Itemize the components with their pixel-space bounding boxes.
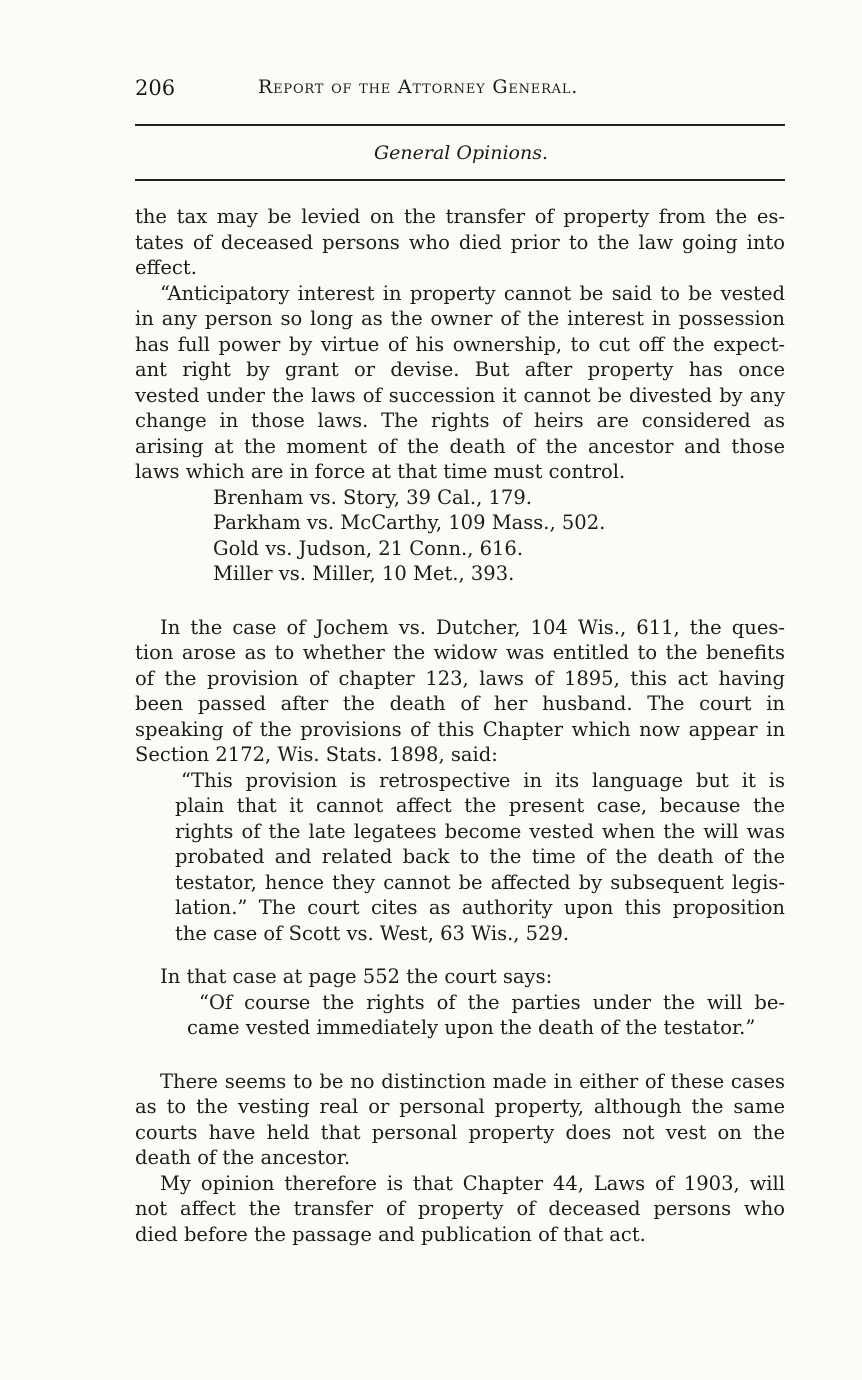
text-line: My opinion therefore is that Chapter 44, Laws of 1903, will [160, 1171, 785, 1195]
paragraph-continuation [135, 204, 785, 281]
text-line: plain that it cannot affect the present case, because the [175, 794, 785, 817]
text-line: the tax may be levied on the transfer of property from the es- [135, 205, 785, 228]
text-line: in any person so long as the owner of the interest in possession [135, 307, 785, 330]
header-rule-bottom [135, 179, 785, 181]
text-line: tion arose as to whether the widow was entitled to the benefits [135, 641, 785, 664]
text-line: as to the vesting real or personal property, although the same [135, 1095, 785, 1118]
citation: Brenham vs. Story, 39 Cal., 179. [213, 485, 532, 509]
block-quote-jochem [135, 768, 785, 947]
text-line: came vested immediately upon the death of the testator.” [187, 1016, 756, 1039]
text-line: Section 2172, Wis. Stats. 1898, said: [135, 743, 498, 766]
text-line: arising at the moment of the death of the ancestor and those [135, 434, 785, 458]
section-title: General Opinions. [373, 142, 549, 164]
text-line: tates of deceased persons who died prior to the law going into [135, 230, 785, 254]
text-line: courts have held that personal property does not vest on the [135, 1120, 785, 1144]
text-line: testator, hence they cannot be affected by subsequent legis- [175, 870, 785, 894]
paragraph-opinion [135, 1171, 785, 1248]
text-line: effect. [135, 256, 197, 279]
text-line: vested under the laws of succession it cannot be divested by any [135, 383, 785, 407]
text-line: “This provision is retrospective in its language but it is [181, 768, 785, 792]
page-body [135, 204, 785, 1247]
text-line: rights of the late legatees become vested when the will was [175, 819, 785, 843]
text-line: been passed after the death of her husband. The court in [135, 692, 785, 715]
text-line: “Anticipatory interest in property cannot be said to be vested [160, 281, 785, 305]
citation: Gold vs. Judson, 21 Conn., 616. [213, 536, 524, 560]
text-line: has full power by virtue of his ownership, to cut off the expect- [135, 332, 785, 356]
header-rule-top [135, 124, 785, 126]
case-citations [135, 485, 785, 587]
text-line: speaking of the provisions of this Chapter which now appear in [135, 717, 785, 741]
text-line: not affect the transfer of property of deceased persons who [135, 1197, 785, 1220]
text-line: change in those laws. The rights of heirs are considered as [135, 409, 785, 432]
text-line: the case of Scott vs. West, 63 Wis., 529. [175, 921, 570, 945]
text-line: died before the passage and publication of that act. [135, 1222, 646, 1246]
text-line: of the provision of chapter 123, laws of 1895, this act having [135, 666, 785, 690]
text-line: ant right by grant or devise. But after property has once [135, 358, 785, 381]
paragraph-no-distinction [135, 1069, 785, 1171]
running-header: Report of the Attorney General. [258, 76, 579, 98]
text-line: “Of course the rights of the parties under the will be- [199, 990, 785, 1014]
text-line: In the case of Jochem vs. Dutcher, 104 Wis., 611, the ques- [160, 615, 785, 639]
text-line: lation.” The court cites as authority upon this proposition [175, 896, 785, 919]
block-quote-scott-west [135, 990, 785, 1041]
paragraph-jochem-case [135, 615, 785, 768]
text-line: There seems to be no distinction made in either of these cases [160, 1069, 785, 1093]
text-line: death of the ancestor. [135, 1146, 351, 1169]
citation: Miller vs. Miller, 10 Met., 393. [213, 562, 515, 585]
paragraph-anticipatory-interest [135, 281, 785, 485]
text-line: laws which are in force at that time must control. [135, 460, 626, 483]
page-number: 206 [135, 76, 176, 100]
paragraph-scott-west: In that case at page 552 the court says: [160, 965, 553, 988]
citation: Parkham vs. McCarthy, 109 Mass., 502. [213, 511, 606, 534]
text-line: probated and related back to the time of the death of the [175, 845, 785, 868]
